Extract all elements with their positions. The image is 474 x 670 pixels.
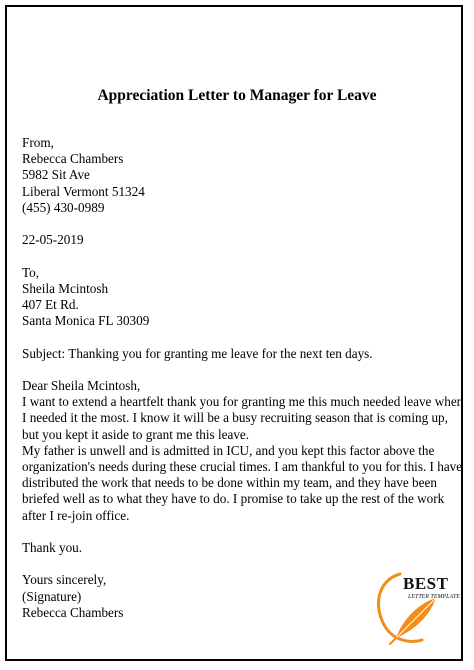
paragraph-2 <box>22 443 462 524</box>
recipient-block <box>22 265 462 330</box>
logo-tagline: LETTER TEMPLATE <box>408 594 460 600</box>
paragraph-line: briefed well as to what they have to do. I promise to take up the rest of the work <box>22 491 445 507</box>
sender-address-line1: 5982 Sit Ave <box>22 167 90 183</box>
sender-name: Rebecca Chambers <box>22 151 124 167</box>
paragraph-line: My father is unwell and is admitted in ICU, and you kept this factor above the <box>22 442 435 458</box>
letter-date: 22-05-2019 <box>22 232 84 248</box>
to-label: To, <box>22 264 40 280</box>
signature-placeholder: (Signature) <box>22 588 82 604</box>
recipient-address-line2: Santa Monica FL 30309 <box>22 313 150 329</box>
paragraph-line: after I re-join office. <box>22 507 130 523</box>
best-letter-template-logo <box>370 568 460 648</box>
letter-body <box>22 135 462 621</box>
paragraph-line: but you kept it aside to grant me this leave. <box>22 426 250 442</box>
closing-name: Rebecca Chambers <box>22 604 124 620</box>
sender-block <box>22 135 462 216</box>
recipient-name: Sheila Mcintosh <box>22 280 109 296</box>
logo-brand-text: BEST <box>403 574 449 593</box>
recipient-address-line1: 407 Et Rd. <box>22 297 79 312</box>
letter-subject: Subject: Thanking you for granting me leave for the next ten days. <box>22 345 373 361</box>
paragraph-line: organization's needs during these crucial times. I am thankful to you for this. I have <box>22 459 463 474</box>
sender-phone: (455) 430-0989 <box>22 199 105 215</box>
paragraph-line: I needed it the most. I know it will be a busy recruiting season that is coming up, <box>22 410 448 426</box>
paragraph-1 <box>22 394 462 443</box>
closing-phrase: Yours sincerely, <box>22 572 107 588</box>
salutation: Dear Sheila Mcintosh, <box>22 377 141 393</box>
letter-title: Appreciation Letter to Manager for Leave <box>97 87 377 104</box>
sender-address-line2: Liberal Vermont 51324 <box>22 183 145 199</box>
paragraph-line: I want to extend a heartfelt thank you for granting me this much needed leave when <box>22 394 464 410</box>
paragraph-line: distributed the work that needs to be done within my team, and they have been <box>22 475 437 491</box>
from-label: From, <box>22 135 54 150</box>
thank-you-line: Thank you. <box>22 540 83 555</box>
